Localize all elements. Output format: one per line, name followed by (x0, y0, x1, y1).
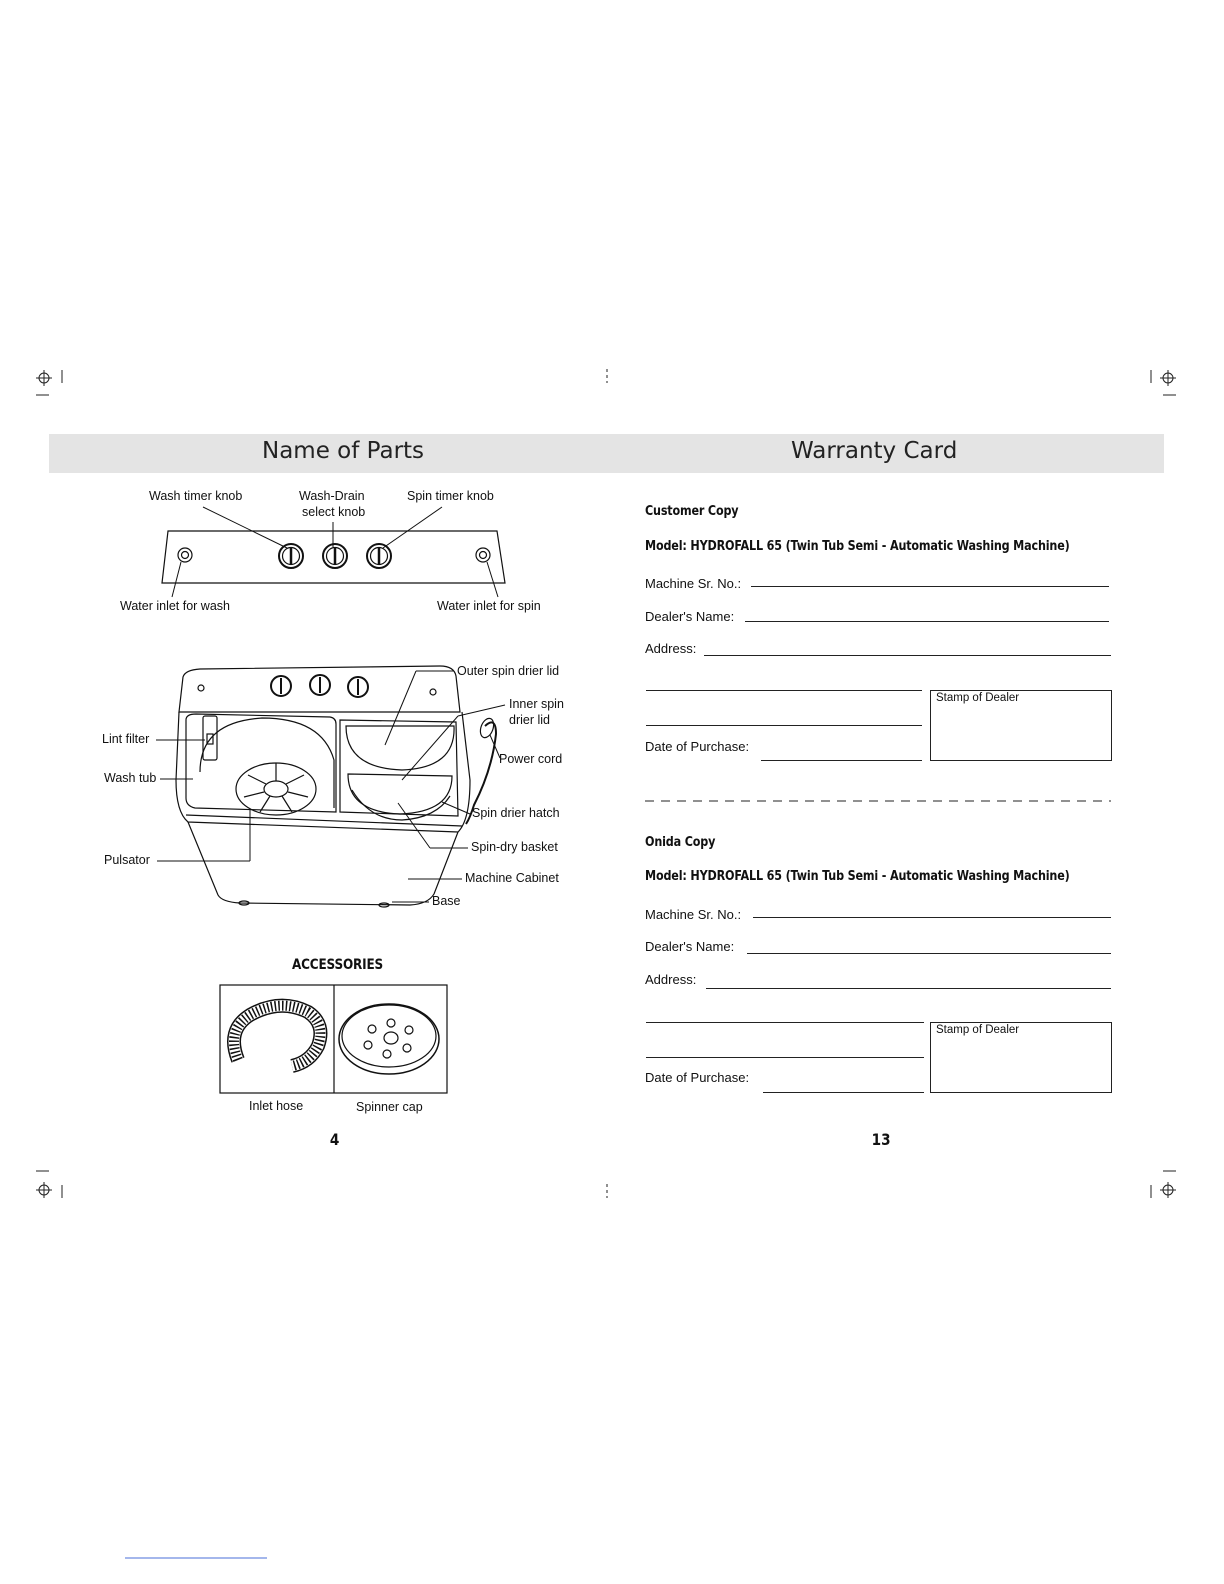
label-power-cord: Power cord (499, 752, 563, 766)
customer-stamp-label: Stamp of Dealer (936, 692, 1020, 704)
onida-address-line-2[interactable] (646, 1022, 924, 1023)
page-number-left: 4 (329, 1130, 340, 1149)
onida-dealer-name-line[interactable] (747, 953, 1111, 954)
label-water-inlet-wash: Water inlet for wash (120, 599, 230, 613)
customer-copy-model: Model: HYDROFALL 65 (Twin Tub Semi - Automatic Washing Machine) (645, 539, 1070, 554)
accessory-inlet-hose-label: Inlet hose (249, 1099, 304, 1113)
label-spin-timer-knob: Spin timer knob (407, 489, 494, 503)
label-wash-tub: Wash tub (104, 771, 157, 785)
onida-copy-heading: Onida Copy (645, 835, 716, 850)
label-inner-spin-line1: Inner spin (509, 697, 564, 711)
onida-address-line-3[interactable] (646, 1057, 924, 1058)
label-base: Base (432, 894, 461, 908)
onida-copy-model: Model: HYDROFALL 65 (Twin Tub Semi - Automatic Washing Machine) (645, 869, 1070, 884)
customer-copy-heading: Customer Copy (645, 504, 739, 519)
customer-dealer-name-label: Dealer's Name: (645, 609, 735, 624)
label-spin-drier-hatch: Spin drier hatch (472, 806, 560, 820)
onida-dealer-name-label: Dealer's Name: (645, 939, 735, 954)
accessories-heading: ACCESSORIES (292, 957, 384, 973)
label-outer-spin-drier-lid: Outer spin drier lid (457, 664, 560, 678)
onida-address-line[interactable] (706, 988, 1111, 989)
label-wash-drain-line2: select knob (302, 505, 366, 519)
onida-stamp-box[interactable] (930, 1022, 1112, 1093)
customer-address-label: Address: (645, 641, 697, 656)
onida-machine-sr-line[interactable] (753, 917, 1111, 918)
page-title-warranty-card: Warranty Card (791, 438, 958, 464)
customer-machine-sr-label: Machine Sr. No.: (645, 576, 742, 591)
label-wash-drain-line1: Wash-Drain (299, 489, 365, 503)
page-number-right: 13 (871, 1130, 891, 1149)
accessory-spinner-cap-label: Spinner cap (356, 1100, 423, 1114)
label-water-inlet-spin: Water inlet for spin (437, 599, 541, 613)
label-inner-spin-line2: drier lid (509, 713, 550, 727)
onida-address-label: Address: (645, 972, 697, 987)
onida-date-line[interactable] (763, 1092, 924, 1093)
onida-date-label: Date of Purchase: (645, 1070, 750, 1085)
page-title-name-of-parts: Name of Parts (262, 438, 425, 464)
label-pulsator: Pulsator (104, 853, 150, 867)
onida-machine-sr-label: Machine Sr. No.: (645, 907, 742, 922)
label-lint-filter: Lint filter (102, 732, 150, 746)
label-wash-timer-knob: Wash timer knob (149, 489, 243, 503)
label-machine-cabinet: Machine Cabinet (465, 871, 559, 885)
label-spin-dry-basket: Spin-dry basket (471, 840, 558, 854)
customer-date-label: Date of Purchase: (645, 739, 750, 754)
onida-stamp-label: Stamp of Dealer (936, 1024, 1020, 1036)
